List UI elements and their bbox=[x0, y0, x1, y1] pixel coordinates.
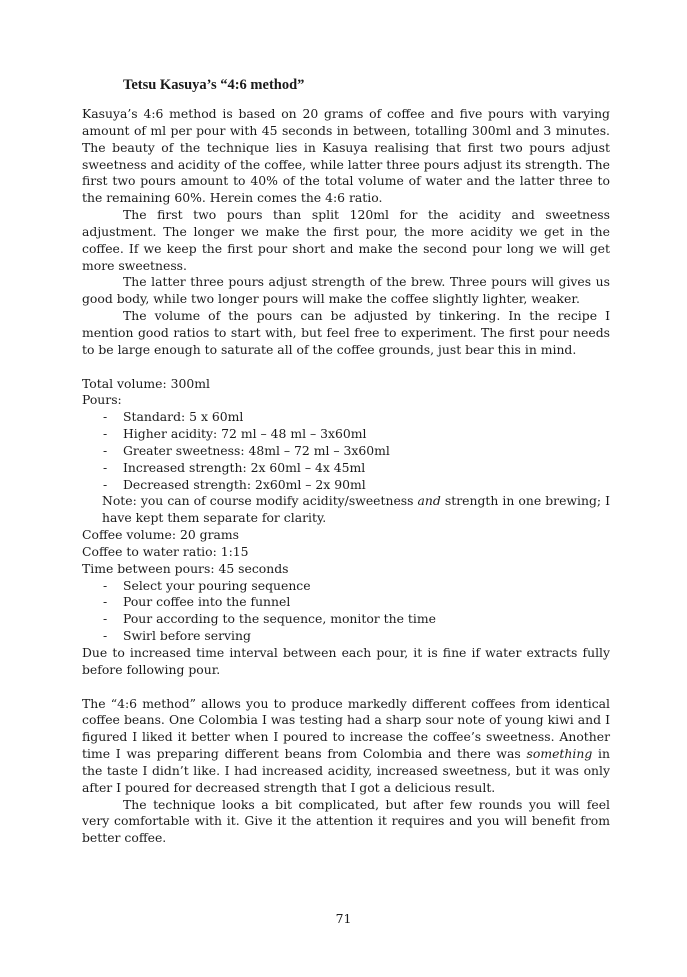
pours-label: Pours: bbox=[82, 392, 122, 408]
list-item: - Pour coffee into the funnel bbox=[82, 594, 610, 611]
coffee-water-ratio: Coffee to water ratio: 1:15 bbox=[82, 543, 249, 559]
list-item: - Increased strength: 2x 60ml – 4x 45ml bbox=[82, 460, 610, 477]
body-text bbox=[82, 106, 610, 847]
note-paragraph: Note: you can of course modify acidity/sweetness and strength in one brewing; I have kept them separate for clarity. bbox=[102, 493, 610, 526]
list-item: - Higher acidity: 72 ml – 48 ml – 3x60ml bbox=[82, 426, 610, 443]
total-volume: Total volume: 300ml bbox=[82, 375, 210, 391]
intro-paragraph: The latter three pours adjust strength of the brew. Three pours will gives us good body, while two longer pours will make the coffee slightly lighter, weaker. bbox=[82, 274, 610, 307]
closing-paragraph: Due to increased time interval between each pour, it is fine if water extracts fully before following pour. bbox=[82, 645, 610, 677]
list-item: - Standard: 5 x 60ml bbox=[82, 409, 610, 426]
intro-paragraph: The volume of the pours can be adjusted by tinkering. In the recipe I mention good ratios to start with, but feel free to experiment. The first pour needs to be large enough to saturate all of the coffee grounds, just bear this in mind. bbox=[82, 308, 610, 357]
list-item: - Greater sweetness: 48ml – 72 ml – 3x60ml bbox=[82, 443, 610, 460]
steps-list bbox=[82, 578, 610, 645]
section-title: Tetsu Kasuya’s “4:6 method” bbox=[123, 77, 305, 93]
conclusion-paragraph: The “4:6 method” allows you to produce markedly different coffees from identical coffee beans. One Colombia I was testing had a sharp sour note of young kiwi and I figured I liked it better when I poured to increase the coffee’s sweetness. Another time I was preparing different beans from Colombia and there was something in the taste I didn’t like. I had increased acidity, increased sweetness, but it was only after I poured for decreased strength that I got a delicious result. bbox=[82, 695, 610, 795]
list-item: - Pour according to the sequence, monitor the time bbox=[82, 611, 610, 628]
coffee-volume: Coffee volume: 20 grams bbox=[82, 527, 240, 543]
pours-list bbox=[82, 409, 610, 493]
list-item: - Swirl before serving bbox=[82, 628, 610, 645]
list-item: - Select your pouring sequence bbox=[82, 578, 610, 595]
page-number: 71 bbox=[335, 911, 352, 926]
time-between-pours: Time between pours: 45 seconds bbox=[82, 560, 289, 576]
list-item: - Decreased strength: 2x60ml – 2x 90ml bbox=[82, 477, 610, 494]
conclusion-paragraph: The technique looks a bit complicated, but after few rounds you will feel very comfortable with it. Give it the attention it requires and you will benefit from better coffee. bbox=[82, 796, 610, 846]
intro-paragraph: Kasuya’s 4:6 method is based on 20 grams of coffee and five pours with varying amount of ml per pour with 45 seconds in between, totalling 300ml and 3 minutes. The beauty of the technique lies in Kasuya realising that first two pours adjust sweetness and acidity of the coffee, while latter three pours adjust its strength. The first two pours amount to 40% of the total volume of water and the latter three to the remaining 60%. Herein comes the 4:6 ratio. bbox=[82, 106, 610, 206]
intro-paragraph: The first two pours than split 120ml for the acidity and sweetness adjustment. The longer we make the first pour, the more acidity we get in the coffee. If we keep the first pour short and make the second pour long we will get more sweetness. bbox=[82, 207, 610, 273]
